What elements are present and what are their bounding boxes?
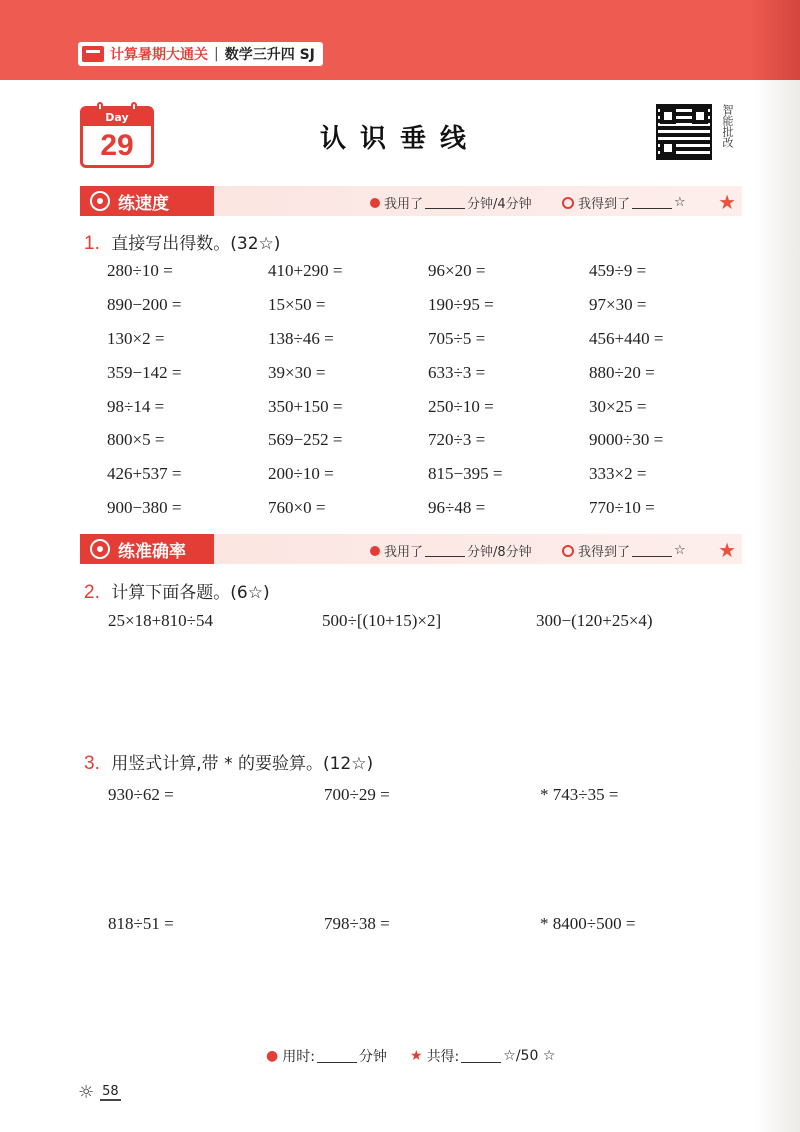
q1-item: 633÷3 = (428, 363, 486, 382)
qr-finder (660, 140, 676, 156)
q1-item: 39×30 = (268, 363, 326, 382)
q1-item: 900−380 = (107, 498, 182, 517)
q1-item: 815−395 = (428, 464, 503, 483)
clock-icon: ● (266, 1048, 279, 1064)
q1-item: 333×2 = (589, 464, 647, 483)
q1-item: 359−142 = (107, 363, 182, 382)
q1-item: 800×5 = (107, 430, 165, 449)
footer-total-label: 共得: (426, 1049, 460, 1065)
star-icon: ★ (410, 1048, 423, 1064)
series-header (78, 42, 323, 66)
section-accuracy-tab (80, 534, 214, 564)
section-speed-tab (80, 186, 214, 216)
q1-item: 720÷3 = (428, 430, 486, 449)
section-accuracy-label: 练准确率 (118, 541, 186, 562)
time-used (370, 541, 532, 560)
q1-item: 426+537 = (107, 464, 182, 483)
star-icon: ★ (718, 538, 736, 562)
q1-item: 250÷10 = (428, 397, 494, 416)
q1-item: 97×30 = (589, 295, 647, 314)
page-number (78, 1082, 121, 1103)
clock-icon (370, 198, 380, 208)
clock-icon (370, 546, 380, 556)
q1-item: 138÷46 = (268, 329, 334, 348)
q1-item: 456+440 = (589, 329, 664, 348)
banner-edge-shadow (750, 0, 800, 80)
q1-item: 459÷9 = (589, 261, 647, 280)
question-3-text: 用竖式计算,带 * 的要验算。(12☆) (111, 754, 374, 774)
q1-item: 96÷48 = (428, 498, 486, 517)
question-3-title (84, 749, 373, 775)
q1-item: 880÷20 = (589, 363, 655, 382)
q3-item: * 8400÷500 = (540, 914, 636, 933)
section-accuracy (80, 534, 742, 564)
time-used-blank[interactable] (425, 544, 465, 557)
q1-item: 569−252 = (268, 430, 343, 449)
section-speed-label: 练速度 (118, 193, 169, 214)
q1-item: 200÷10 = (268, 464, 334, 483)
q1-item: 890−200 = (107, 295, 182, 314)
q1-item: 9000÷30 = (589, 430, 664, 449)
q2-item: 25×18+810÷54 (108, 611, 214, 630)
question-1-number: 1. (84, 233, 100, 254)
qr-caption: 智能批改 (721, 104, 734, 148)
q3-item: 818÷51 = (108, 914, 174, 933)
time-used-label: 我用了 (384, 545, 424, 560)
section-speed (80, 186, 742, 216)
series-subtitle: 数学三升四 SJ (224, 47, 315, 63)
footer-time-unit: 分钟 (358, 1049, 387, 1065)
footer-time-label: 用时: (282, 1049, 315, 1065)
stars-got-blank[interactable] (632, 196, 672, 209)
footer-time-blank[interactable] (317, 1049, 357, 1063)
q1-item: 410+290 = (268, 261, 343, 280)
footer-time (266, 1046, 387, 1066)
check-icon (562, 545, 574, 557)
qr-code[interactable] (656, 104, 712, 160)
footer-total-unit: ☆/50 ☆ (503, 1048, 556, 1064)
q3-item: 930÷62 = (108, 785, 174, 804)
question-2-text: 计算下面各题。(6☆) (111, 583, 270, 603)
stars-got-unit: ☆ (674, 543, 686, 558)
q2-item: 300−(120+25×4) (536, 611, 653, 630)
q1-item: 280÷10 = (107, 261, 173, 280)
q1-item: 190÷95 = (428, 295, 494, 314)
time-used (370, 193, 532, 212)
q1-item: 96×20 = (428, 261, 486, 280)
q1-item: 350+150 = (268, 397, 343, 416)
q1-item: 770÷10 = (589, 498, 655, 517)
stars-got (562, 193, 686, 212)
book-icon (82, 46, 104, 62)
star-icon: ★ (718, 190, 736, 214)
page-number-text: 58 (102, 1084, 119, 1099)
series-title: 计算暑期大通关 (110, 47, 208, 63)
q3-item: 700÷29 = (324, 785, 390, 804)
time-used-label: 我用了 (384, 197, 424, 212)
q3-item: * 743÷35 = (540, 785, 619, 804)
q1-item: 705÷5 = (428, 329, 486, 348)
qr-finder (692, 108, 708, 124)
q1-item: 98÷14 = (107, 397, 165, 416)
day-label: Day (83, 109, 151, 126)
stars-got-label: 我得到了 (578, 197, 631, 212)
q1-item: 15×50 = (268, 295, 326, 314)
question-3-number: 3. (84, 753, 100, 774)
stars-got-unit: ☆ (674, 195, 686, 210)
q1-item: 30×25 = (589, 397, 647, 416)
q1-item: 760×0 = (268, 498, 326, 517)
q2-item: 500÷[(10+15)×2] (322, 611, 442, 630)
stars-got (562, 541, 686, 560)
q3-item: 798÷38 = (324, 914, 390, 933)
page-title: 认识垂线 (319, 124, 480, 154)
footer-total-blank[interactable] (461, 1049, 501, 1063)
day-number: 29 (100, 129, 134, 162)
stars-got-label: 我得到了 (578, 545, 631, 560)
question-1-text: 直接写出得数。(32☆) (111, 234, 281, 254)
page-edge-shade (755, 80, 800, 1132)
footer-total (410, 1046, 555, 1066)
check-icon (562, 197, 574, 209)
qr-finder (660, 108, 676, 124)
stars-got-blank[interactable] (632, 544, 672, 557)
time-used-unit: 分钟/8分钟 (467, 545, 532, 560)
stopwatch-icon (90, 191, 110, 211)
time-used-unit: 分钟/4分钟 (467, 197, 532, 212)
header-separator: | (214, 46, 219, 62)
sun-icon: ☼ (78, 1082, 95, 1103)
question-1-title (84, 229, 280, 255)
time-used-blank[interactable] (425, 196, 465, 209)
q1-item: 130×2 = (107, 329, 165, 348)
top-banner (0, 0, 800, 80)
question-2-number: 2. (84, 582, 100, 603)
target-icon (90, 539, 110, 559)
question-2-title (84, 578, 270, 604)
